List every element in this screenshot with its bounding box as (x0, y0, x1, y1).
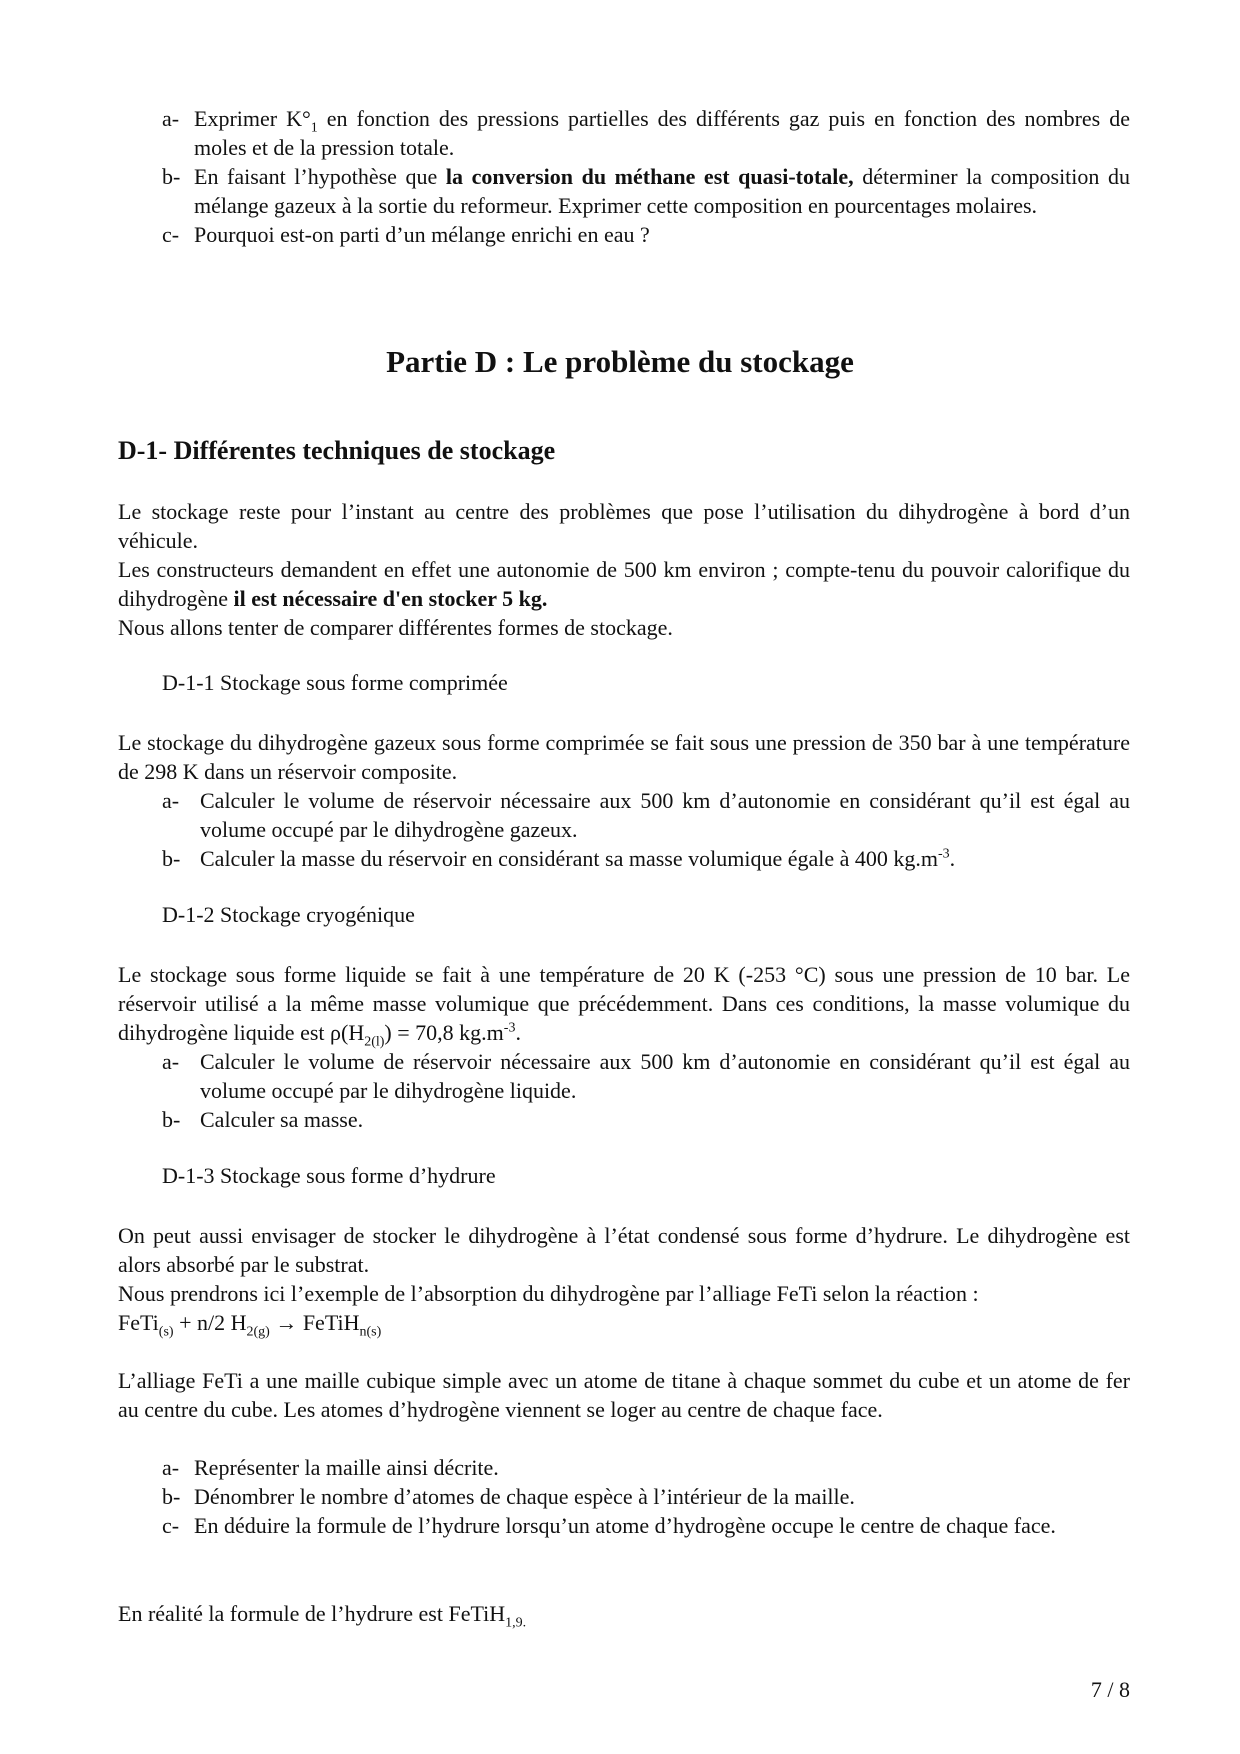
item-text: Calculer la masse du réservoir en considérant sa masse volumique égale à 400 $kg.m^{-3}$. (200, 846, 956, 871)
question-item (118, 1511, 1130, 1540)
reaction-equation: FeTi$_{(s)}$ + n/2 $H_{2(g)}$ → FeTiH$_{n(s)}$ (118, 1310, 382, 1340)
subsection-title-d12: D-1-2 Stockage cryogénique (162, 902, 415, 927)
section-title: D-1- Différentes techniques de stockage (118, 436, 556, 465)
item-text: Exprimer $K^\circ_1$ en fonction des pressions partielles des différents gaz puis en fonction des nombres de moles et de la pression totale. (194, 106, 1130, 160)
item-label: b- (162, 1484, 181, 1509)
item-text: Pourquoi est-on parti d’un mélange enrichi en eau ? (194, 222, 650, 247)
paragraph: On peut aussi envisager de stocker le dihydrogène à l’état condensé sous forme d’hydrure. Le dihydrogène est alors absorbé par le substrat. (118, 1223, 1130, 1277)
question-item (118, 844, 1130, 873)
item-label: a- (162, 1049, 180, 1074)
paragraph: Le stockage sous forme liquide se fait à une température de 20 K (-253 °C) sous une pression de 10 bar. Le réservoir utilisé a la même masse volumique que précédemment. Dans ces conditions, la masse volumique du dihydrogène liquide est $\rho(H_{2(l)}) = 70,8$ $kg.m^{-3}$. (118, 962, 1130, 1050)
paragraph: Les constructeurs demandent en effet une autonomie de 500 km environ ; compte-tenu du pouvoir calorifique du dihydrogène il est nécessaire d'en stocker 5 kg. (118, 557, 1130, 611)
item-text: En déduire la formule de l’hydrure lorsqu’un atome d’hydrogène occupe le centre de chaque face. (194, 1513, 1056, 1538)
question-item (118, 1482, 1130, 1511)
item-label: a- (162, 106, 180, 131)
intro-paragraphs (118, 497, 1130, 642)
subsection-d11 (118, 728, 1130, 873)
question-item (118, 220, 1130, 249)
subsection-d12 (118, 960, 1130, 1134)
question-item (118, 104, 1130, 162)
question-item (118, 1105, 1130, 1134)
part-title: Partie D : Le problème du stockage (386, 344, 854, 379)
paragraph-maille: L’alliage FeTi a une maille cubique simple avec un atome de titane à chaque sommet du cube et un atome de fer au centre du cube. Les atomes d’hydrogène viennent se loger au centre de chaque face. (118, 1368, 1130, 1422)
item-label: c- (162, 1513, 180, 1538)
item-label: c- (162, 222, 180, 247)
question-item (118, 1047, 1130, 1105)
item-text: Dénombrer le nombre d’atomes de chaque espèce à l’intérieur de la maille. (194, 1484, 855, 1509)
paragraph: Nous allons tenter de comparer différentes formes de stockage. (118, 615, 673, 640)
item-label: b- (162, 1107, 181, 1132)
item-text: Représenter la maille ainsi décrite. (194, 1455, 499, 1480)
subsection-title-d13: D-1-3 Stockage sous forme d’hydrure (162, 1163, 496, 1188)
paragraph: Le stockage reste pour l’instant au centre des problèmes que pose l’utilisation du dihydrogène à bord d’un véhicule. (118, 499, 1130, 553)
page-number: 7 / 8 (1090, 1677, 1130, 1702)
paragraph: Nous prendrons ici l’exemple de l’absorption du dihydrogène par l’alliage FeTi selon la réaction : (118, 1281, 979, 1306)
question-item (118, 1453, 1130, 1482)
item-text: En faisant l’hypothèse que la conversion du méthane est quasi-totale, déterminer la composition du mélange gazeux à la sortie du reformeur. Exprimer cette composition en pourcentages molaires. (194, 164, 1131, 218)
question-list-d13 (118, 1453, 1130, 1540)
paragraph: Le stockage du dihydrogène gazeux sous forme comprimée se fait sous une pression de 350 bar à une température de 298 K dans un réservoir composite. (118, 730, 1130, 784)
item-label: a- (162, 788, 180, 813)
question-item (118, 786, 1130, 844)
question-item (118, 162, 1130, 220)
subsection-title-d11: D-1-1 Stockage sous forme comprimée (162, 670, 508, 695)
item-text: Calculer le volume de réservoir nécessaire aux 500 km d’autonomie en considérant qu’il est égal au volume occupé par le dihydrogène gazeux. (200, 788, 1130, 842)
subsection-d13 (118, 1221, 1130, 1340)
item-label: b- (162, 846, 181, 871)
item-label: a- (162, 1455, 180, 1480)
item-text: Calculer sa masse. (200, 1107, 364, 1132)
question-list-c (118, 104, 1130, 249)
item-label: b- (162, 164, 181, 189)
item-text: Calculer le volume de réservoir nécessaire aux 500 km d’autonomie en considérant qu’il est égal au volume occupé par le dihydrogène liquide. (200, 1049, 1130, 1103)
final-paragraph: En réalité la formule de l’hydrure est FeTiH$_{1,9.}$ (118, 1601, 527, 1631)
